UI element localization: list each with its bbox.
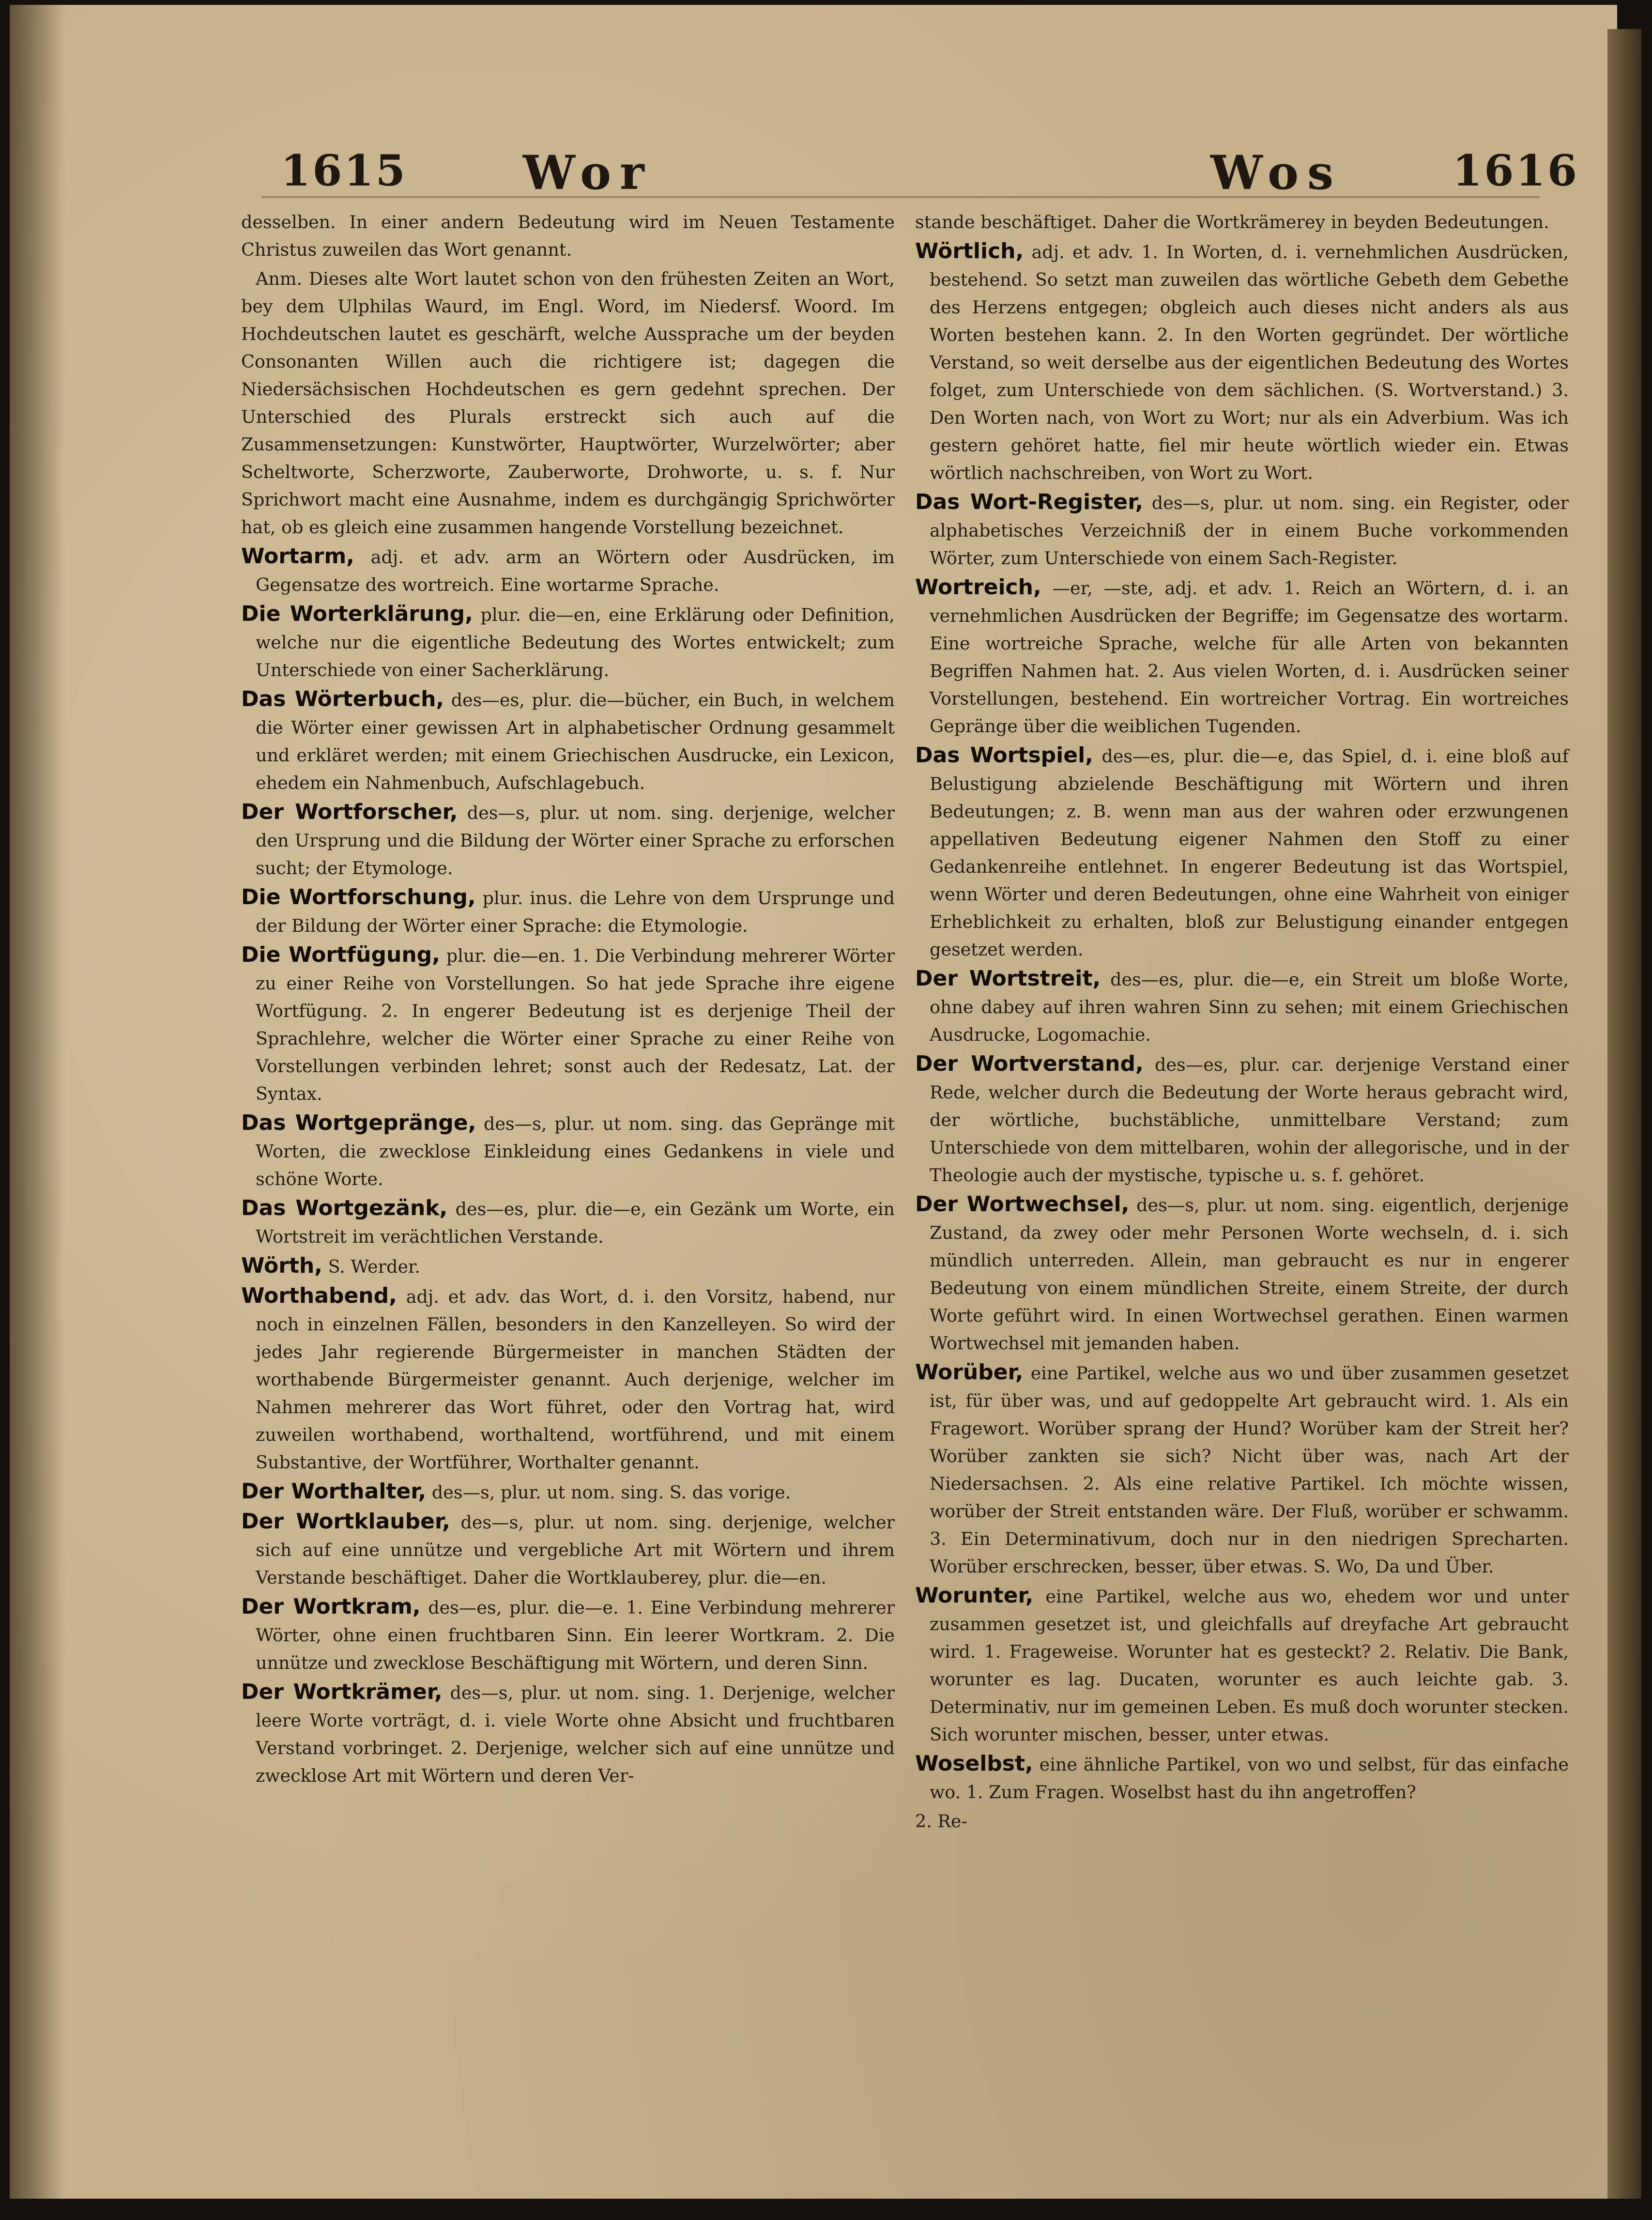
dictionary-entry <box>915 1582 1569 1748</box>
entry-headword: Woselbst, <box>915 1751 1033 1776</box>
entry-headword: Wörth, <box>241 1253 322 1278</box>
entry-headword: Der Wortklauber, <box>241 1509 450 1534</box>
dictionary-entry <box>915 237 1569 487</box>
entry-text: eine Partikel, welche aus wo, ehedem wor und unter zusammen gesetzet ist, und gleichfalls auf dreyfache Art gebraucht wird. 1. Frageweise. Worunter hat es gesteckt? 2. Relativ. Die Bank, worunter es lag. Ducaten, worunter es auch leichte gab. 3. Determinativ, nur im gemeinen Leben. Es muß doch worunter stecken. Sich worunter mischen, besser, unter etwas. <box>930 1586 1569 1745</box>
entry-text: des—es, plur. die—e, das Spiel, d. i. eine bloß auf Belustigung abzielende Beschäftigung mit Wörtern und ihren Bedeutungen; z. B. wenn man aus der wahren oder erzwungenen appellativen Bedeutung eigener Nahmen den Stoff zu einer Gedankenreihe entlehnet. In engerer Bedeutung ist das Wortspiel, wenn Wörter und deren Bedeutungen, ohne eine Wahrheit von einiger Erheblichkeit zu erhalten, bloß zur Belustigung einander entgegen gesetzet werden. <box>930 746 1569 960</box>
right-column <box>915 208 1569 1836</box>
left-column <box>241 208 895 1791</box>
dictionary-entry <box>915 741 1569 963</box>
entry-text: plur. inus. die Lehre von dem Ursprunge und der Bildung der Wörter einer Sprache: die Etymologie. <box>256 888 895 936</box>
dictionary-entry <box>915 1750 1569 1806</box>
entry-text: des—es, plur. die—e. 1. Eine Verbindung mehrerer Wörter, ohne einen fruchtbaren Sinn. Ein leerer Wortkram. 2. Die unnütze und zwecklose Beschäftigung mit Wörtern, und deren Sinn. <box>256 1597 895 1673</box>
dictionary-entry <box>241 1678 895 1789</box>
entry-text: 2. Re- <box>915 1811 967 1832</box>
entry-text: des—s, plur. ut nom. sing. das Gepränge mit Worten, die zwecklose Einkleidung eines Gedankens in viele und schöne Worte. <box>256 1113 895 1189</box>
entry-headword: Wörtlich, <box>915 239 1024 263</box>
dictionary-entry <box>241 1508 895 1591</box>
entry-text: des—s, plur. ut nom. sing. ein Register, oder alphabetisches Verzeichniß der in einem Buche vorkommenden Wörter, zum Unterschiede von einem Sach-Register. <box>930 493 1569 569</box>
entry-headword: Der Worthalter, <box>241 1479 427 1504</box>
dictionary-entry <box>241 941 895 1108</box>
page-edge <box>1607 29 1641 2199</box>
entry-text: des—s, plur. ut nom. sing. 1. Derjenige, welcher leere Worte vorträgt, d. i. viele Worte ohne Absicht und fruchtbaren Verstand vorbringet. 2. Derjenige, welcher sich auf eine unnütze und zwecklose Art mit Wörtern und deren Ver- <box>256 1682 895 1786</box>
dictionary-entry <box>915 208 1569 236</box>
entry-text: des—es, plur. die—e, ein Streit um bloße Worte, ohne dabey auf ihren wahren Sinn zu sehen; mit einem Griechischen Ausdrucke, Logomachie. <box>930 969 1569 1045</box>
entry-text: des—es, plur. car. derjenige Verstand einer Rede, welcher durch die Bedeutung der Worte heraus gebracht wird, der wörtliche, buchstäbliche, unmittelbare Verstand; zum Unterschiede von dem mittelbaren, wohin der allegorische, und in der Theologie auch der mystische, typische u. s. f. gehöret. <box>930 1054 1569 1186</box>
entry-text: adj. et adv. 1. In Worten, d. i. vernehmlichen Ausdrücken, bestehend. So setzt man zuweilen das wörtliche Gebeth dem Gebethe des Herzens entgegen; obgleich auch dieses nicht anders als aus Worten bestehen kann. 2. In den Worten gegründet. Der wörtliche Verstand, so weit derselbe aus der eigentlichen Bedeutung des Wortes folget, zum Unterschiede von dem sächlichen. (S. Wortverstand.) 3. Den Worten nach, von Wort zu Wort; nur als ein Adverbium. Was ich gestern gehöret hatte, fiel mir heute wörtlich wieder ein. Etwas wörtlich nachschreiben, von Wort zu Wort. <box>930 242 1569 483</box>
entry-headword: Worunter, <box>915 1583 1034 1608</box>
entry-text: —er, —ste, adj. et adv. 1. Reich an Wörtern, d. i. an vernehmlichen Ausdrücken der Begriffe; im Gegensatze des wortarm. Eine wortreiche Sprache, welche für alle Arten von bekannten Begriffen Nahmen hat. 2. Aus vielen Worten, d. i. Ausdrücken seiner Vorstellungen, bestehend. Ein wortreicher Vortrag. Ein wortreiches Gepränge über die weiblichen Tugenden. <box>930 578 1569 737</box>
dictionary-entry <box>241 798 895 882</box>
entry-text: Anm. Dieses alte Wort lautet schon von den frühesten Zeiten an Wort, bey dem Ulphilas Waurd, im Engl. Word, im Niedersf. Woord. Im Hochdeutschen lautet es geschärft, welche Aussprache um der beyden Consonanten Willen auch die richtigere ist; dagegen die Niedersächsischen Hochdeutschen es gern gedehnt sprechen. Der Unterschied des Plurals erstreckt sich auch auf die Zusammensetzungen: Kunstwörter, Hauptwörter, Wurzelwörter; aber Scheltworte, Scherzworte, Zauberworte, Drohworte, u. s. f. Nur Sprichwort macht eine Ausnahme, indem es durchgängig Sprichwörter hat, ob es gleich eine zusammen hangende Vorstellung bezeichnet. <box>241 268 895 538</box>
entry-text: des—s, plur. ut nom. sing. S. das vorige. <box>431 1482 791 1503</box>
dictionary-entry <box>241 542 895 599</box>
entry-text: plur. die—en, eine Erklärung oder Definition, welche nur die eigentliche Bedeutung des Wortes entwickelt; zum Unterschiede von einer Sacherklärung. <box>256 604 895 680</box>
entry-text: des—es, plur. die—bücher, ein Buch, in welchem die Wörter einer gewissen Art in alphabetischer Ordnung gesammelt und erkläret werden; mit einem Griechischen Ausdrucke, ein Lexicon, ehedem ein Nahmenbuch, Aufschlagebuch. <box>256 690 895 793</box>
entry-headword: Der Wortforscher, <box>241 800 458 824</box>
right-page-number: 1616 <box>1453 145 1579 196</box>
dictionary-entry <box>241 883 895 940</box>
entry-headword: Wortreich, <box>915 575 1041 600</box>
entry-headword: Das Wortgepränge, <box>241 1110 476 1135</box>
dictionary-entry <box>241 1194 895 1250</box>
dictionary-entry <box>241 1109 895 1193</box>
entry-text: desselben. In einer andern Bedeutung wird im Neuen Testamente Christus zuweilen das Wort genannt. <box>241 212 895 260</box>
entry-text: S. Werder. <box>328 1256 421 1277</box>
entry-text: des—es, plur. die—e, ein Gezänk um Worte, ein Wortstreit im verächtlichen Verstande. <box>256 1199 895 1247</box>
dictionary-entry <box>241 1478 895 1506</box>
entry-text: adj. et adv. arm an Wörtern oder Ausdrücken, im Gegensatze des wortreich. Eine wortarme Sprache. <box>256 547 895 595</box>
binding-shadow <box>10 5 63 2199</box>
entry-headword: Die Worterklärung, <box>241 601 473 626</box>
book-page <box>10 5 1617 2199</box>
dictionary-entry <box>241 1593 895 1677</box>
dictionary-entry <box>915 573 1569 740</box>
entry-headword: Das Wörterbuch, <box>241 687 444 711</box>
entry-text: eine ähnliche Partikel, von wo und selbst, für das einfache wo. 1. Zum Fragen. Woselbst hast du ihn angetroffen? <box>930 1754 1569 1803</box>
dictionary-entry <box>915 1190 1569 1357</box>
dictionary-entry <box>241 265 895 541</box>
entry-headword: Der Wortkram, <box>241 1594 421 1619</box>
entry-text: des—s, plur. ut nom. sing. derjenige, welcher sich auf eine unnütze und vergebliche Art mit Wörtern und ihrem Verstande beschäftiget. Daher die Wortklauberey, plur. die—en. <box>256 1512 895 1588</box>
entry-headword: Das Wortgezänk, <box>241 1196 448 1220</box>
right-running-head: Wos <box>1210 145 1343 200</box>
dictionary-entry <box>915 965 1569 1048</box>
dictionary-entry <box>241 208 895 263</box>
dictionary-entry <box>241 600 895 684</box>
entry-text: eine Partikel, welche aus wo und über zusammen gesetzet ist, für über was, und auf gedoppelte Art gebraucht wird. 1. Als ein Fragewort. Worüber sprang der Hund? Worüber kam der Streit her? Worüber zankten sie sich? Nicht über was, nach Art der Niedersachsen. 2. Als eine relative Partikel. Ich möchte wissen, worüber der Streit entstanden wäre. Der Fluß, worüber er schwamm. 3. Ein Determinativum, doch nur in den niedrigen Sprecharten. Worüber erschrecken, besser, über etwas. S. Wo, Da und Über. <box>930 1363 1569 1577</box>
dictionary-entry <box>915 1358 1569 1580</box>
dictionary-entry <box>915 488 1569 572</box>
entry-headword: Der Wortverstand, <box>915 1051 1144 1076</box>
dictionary-entry <box>241 685 895 797</box>
entry-headword: Das Wortspiel, <box>915 743 1093 768</box>
dictionary-entry <box>241 1282 895 1476</box>
entry-text: des—s, plur. ut nom. sing. derjenige, welcher den Ursprung und die Bildung der Wörter einer Sprache zu erforschen sucht; der Etymologe. <box>256 802 895 879</box>
entry-headword: Worüber, <box>915 1360 1024 1385</box>
entry-headword: Worthabend, <box>241 1283 397 1308</box>
header-rule <box>261 196 1540 198</box>
entry-headword: Die Wortfügung, <box>241 942 440 967</box>
entry-text: plur. die—en. 1. Die Verbindung mehrerer Wörter zu einer Reihe von Vorstellungen. So hat jede Sprache ihre eigene Wortfügung. 2. In engerer Bedeutung ist es derjenige Theil der Sprachlehre, welcher die Wörter einer Sprache zu einer Reihe von Vorstellungen verbinden lehret; sonst auch der Redesatz, Lat. der Syntax. <box>256 945 895 1104</box>
entry-text: stande beschäftiget. Daher die Wortkrämerey in beyden Bedeutungen. <box>915 212 1549 232</box>
dictionary-entry <box>241 1252 895 1280</box>
entry-headword: Der Wortstreit, <box>915 966 1101 991</box>
entry-headword: Der Wortwechsel, <box>915 1192 1130 1217</box>
entry-text: des—s, plur. ut nom. sing. eigentlich, derjenige Zustand, da zwey oder mehr Personen Worte wechseln, d. i. sich mündlich unterreden. Allein, man gebraucht es nur in engerer Bedeutung von einem mündlichen Streite, einem Streite, der durch Worte geführt wird. In einen Wortwechsel gerathen. Einen warmen Wortwechsel mit jemanden haben. <box>930 1195 1569 1354</box>
entry-headword: Der Wortkrämer, <box>241 1680 443 1704</box>
entry-headword: Wortarm, <box>241 544 354 569</box>
left-page-number: 1615 <box>281 145 407 196</box>
entry-text: adj. et adv. das Wort, d. i. den Vorsitz, habend, nur noch in einzelnen Fällen, besonders in den Kanzelleyen. So wird der jedes Jahr regierende Bürgermeister in manchen Städten der worthabende Bürgermeister genannt. Auch derjenige, welcher im Nahmen mehrerer das Wort führet, oder den Vortrag hat, wird zuweilen worthabend, worthaltend, wortführend, und mit einem Substantive, der Wortführer, Worthalter genannt. <box>256 1286 895 1473</box>
dictionary-entry <box>915 1807 1569 1835</box>
entry-headword: Das Wort-Register, <box>915 490 1144 514</box>
dictionary-entry <box>915 1050 1569 1189</box>
left-running-head: Wor <box>523 145 653 200</box>
entry-headword: Die Wortforschung, <box>241 885 476 910</box>
